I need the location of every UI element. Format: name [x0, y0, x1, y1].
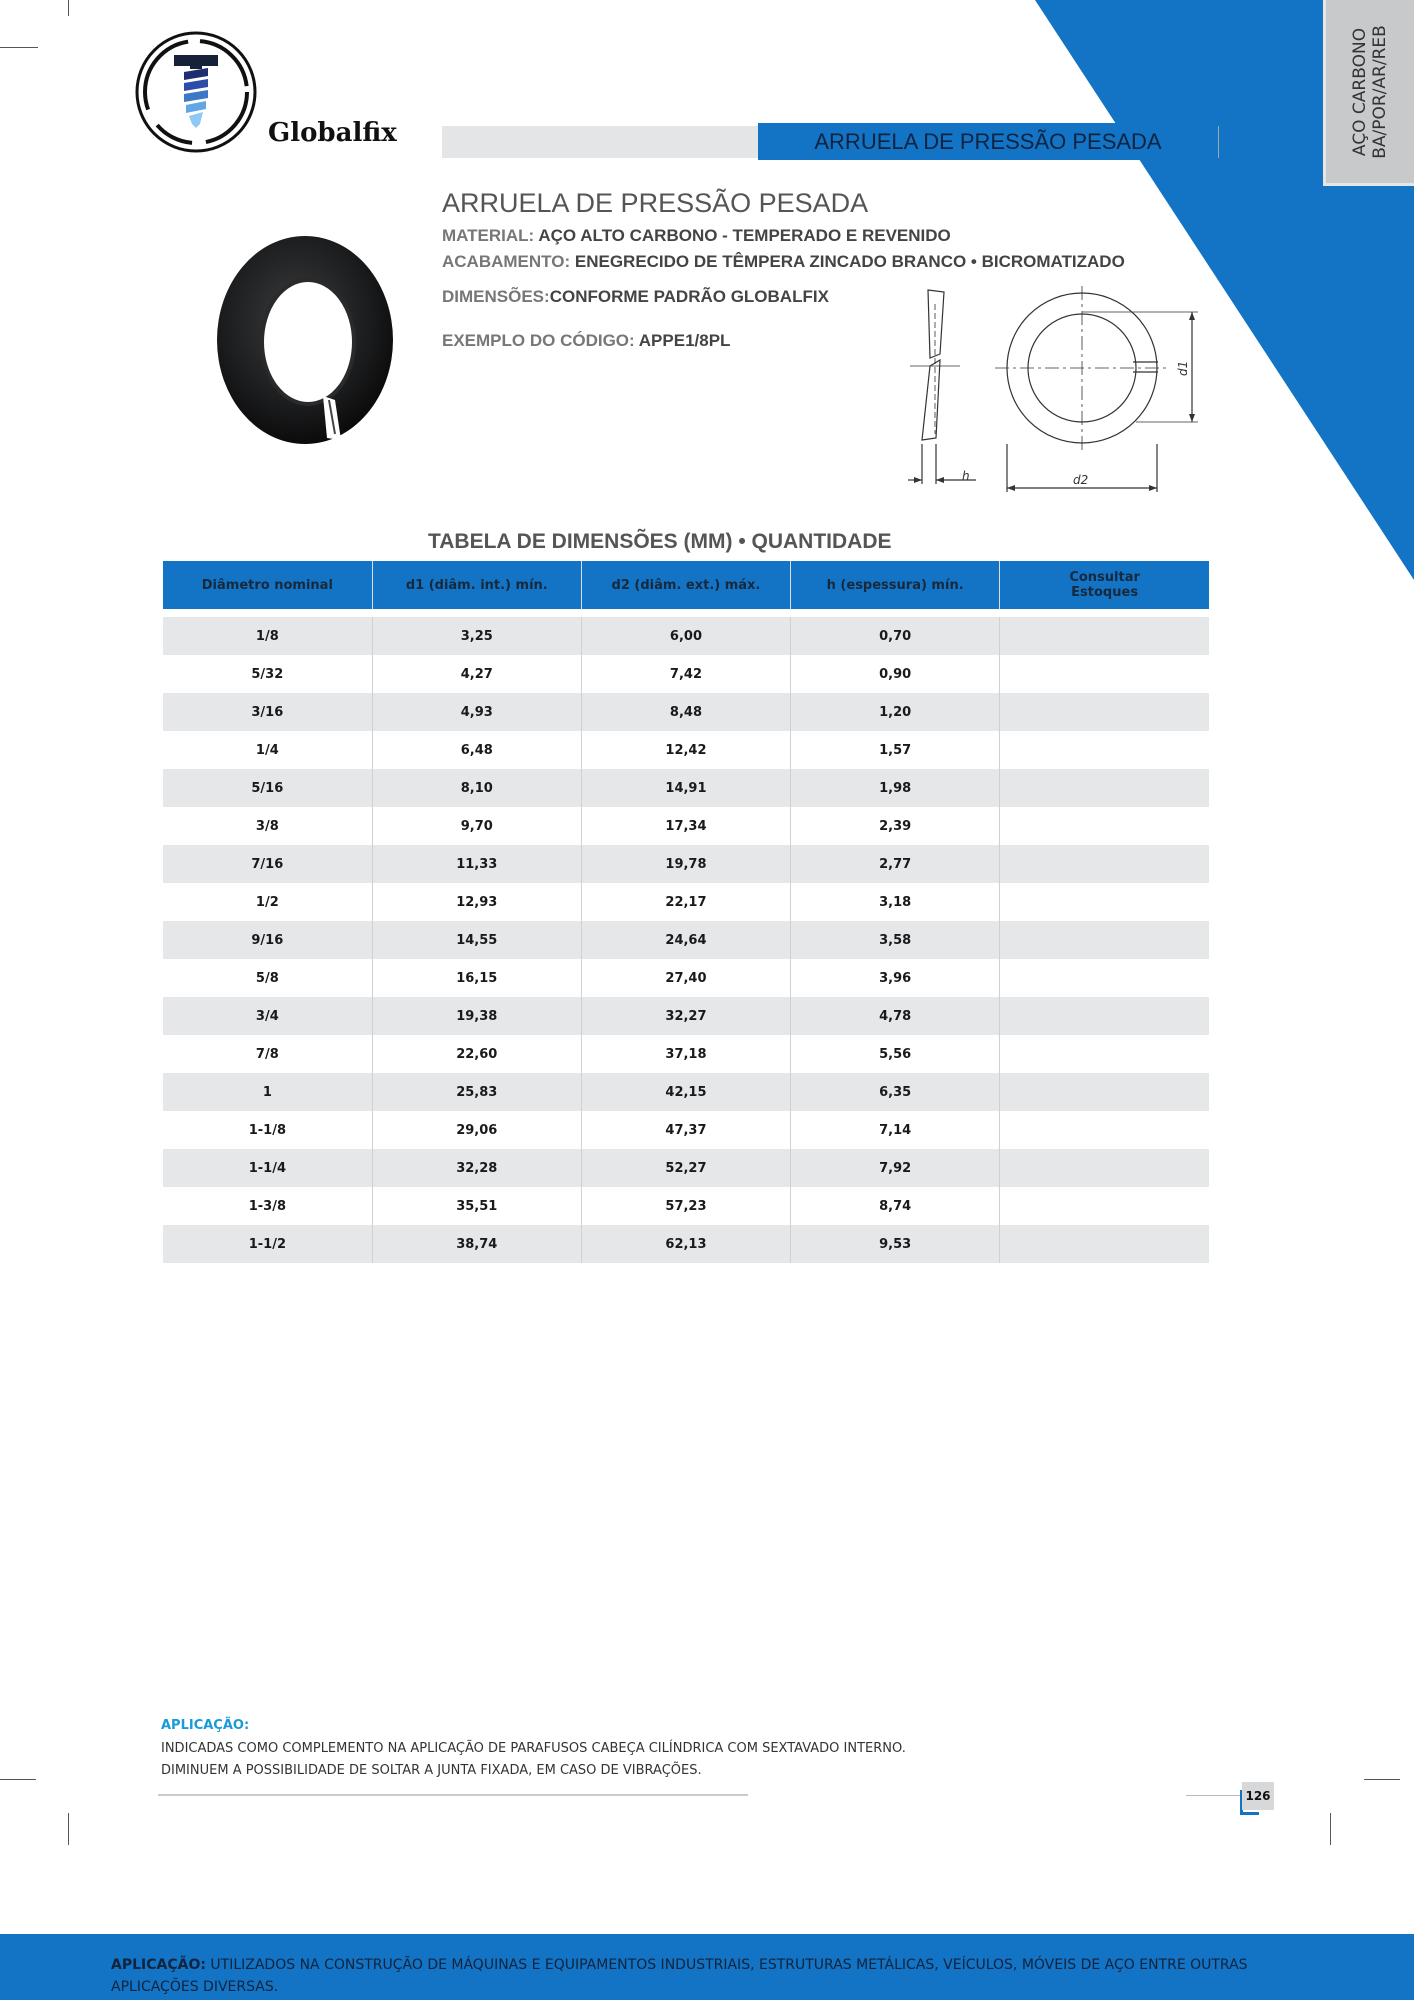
cell-d2: 27,40 [581, 959, 790, 997]
cell-h: 1,20 [791, 693, 1000, 731]
page-number: 126 [1242, 1782, 1274, 1810]
table-row [163, 845, 1209, 883]
cell-h: 9,53 [791, 1225, 1000, 1263]
product-title: ARRUELA DE PRESSÃO PESADA [442, 188, 869, 218]
dimensions-line [442, 287, 829, 307]
cell-h: 7,92 [791, 1149, 1000, 1187]
cell-stock [1000, 1035, 1209, 1073]
h-dimension-label: h [962, 469, 970, 483]
col-stock-line1: Consultar [1069, 570, 1140, 585]
col-stock-line2: Estoques [1071, 585, 1139, 600]
cell-stock [1000, 807, 1209, 845]
cell-h: 5,56 [791, 1035, 1000, 1073]
crop-mark [0, 47, 38, 48]
cell-d2: 24,64 [581, 921, 790, 959]
cell-d1: 12,93 [372, 883, 581, 921]
table-row [163, 731, 1209, 769]
footer-band [0, 1934, 1414, 2000]
cell-d1: 11,33 [372, 845, 581, 883]
cell-nominal: 1-1/4 [163, 1149, 372, 1187]
cell-d1: 8,10 [372, 769, 581, 807]
cell-h: 0,90 [791, 655, 1000, 693]
header-title: ARRUELA DE PRESSÃO PESADA [758, 123, 1218, 160]
cell-d2: 57,23 [581, 1187, 790, 1225]
cell-nominal: 1-3/8 [163, 1187, 372, 1225]
cell-d1: 38,74 [372, 1225, 581, 1263]
cell-d1: 3,25 [372, 617, 581, 655]
material-label: MATERIAL: [442, 226, 535, 245]
cell-nominal: 5/32 [163, 655, 372, 693]
cell-h: 3,18 [791, 883, 1000, 921]
cell-stock [1000, 959, 1209, 997]
cell-nominal: 1/4 [163, 731, 372, 769]
cell-d2: 37,18 [581, 1035, 790, 1073]
cell-nominal: 7/8 [163, 1035, 372, 1073]
cell-d2: 22,17 [581, 883, 790, 921]
cell-nominal: 1-1/2 [163, 1225, 372, 1263]
table-row [163, 1225, 1209, 1263]
cell-nominal: 7/16 [163, 845, 372, 883]
cell-stock [1000, 883, 1209, 921]
cell-d1: 32,28 [372, 1149, 581, 1187]
cell-d2: 52,27 [581, 1149, 790, 1187]
dimensions-label: DIMENSÕES: [442, 287, 550, 306]
code-value: APPE1/8PL [638, 331, 731, 350]
cell-d2: 14,91 [581, 769, 790, 807]
cell-d2: 19,78 [581, 845, 790, 883]
cell-d2: 6,00 [581, 617, 790, 655]
cell-stock [1000, 845, 1209, 883]
dimensions-value: CONFORME PADRÃO GLOBALFIX [549, 287, 829, 306]
cell-d1: 25,83 [372, 1073, 581, 1111]
cell-d1: 14,55 [372, 921, 581, 959]
cell-h: 4,78 [791, 997, 1000, 1035]
table-row [163, 807, 1209, 845]
table-row [163, 1073, 1209, 1111]
crop-mark [68, 1813, 69, 1845]
finish-value: ENEGRECIDO DE TÊMPERA ZINCADO BRANCO • BICROMATIZADO [574, 252, 1125, 271]
footer-label: APLICAÇÃO: [111, 1957, 206, 1973]
col-nominal-diameter: Diâmetro nominal [163, 561, 372, 609]
cell-d1: 29,06 [372, 1111, 581, 1149]
cell-d2: 17,34 [581, 807, 790, 845]
footer-text [111, 1954, 1281, 1998]
header-gray-bar [442, 126, 758, 158]
table-title: TABELA DE DIMENSÕES (MM) • QUANTIDADE [428, 530, 892, 553]
table-row [163, 883, 1209, 921]
table-row [163, 1035, 1209, 1073]
table-row [163, 997, 1209, 1035]
cell-nominal: 9/16 [163, 921, 372, 959]
footer-body: UTILIZADOS NA CONSTRUÇÃO DE MÁQUINAS E EQUIPAMENTOS INDUSTRIAIS, ESTRUTURAS METÁLICAS, VEÍCULOS, MÓVEIS DE AÇO ENTRE OUTRAS APLICAÇÕES DIVERSAS. [111, 1957, 1248, 1995]
cell-stock [1000, 655, 1209, 693]
category-side-tab[interactable] [1323, 0, 1414, 186]
table-row [163, 655, 1209, 693]
cell-stock [1000, 769, 1209, 807]
d2-dimension-label: d2 [1073, 473, 1089, 487]
cell-d1: 19,38 [372, 997, 581, 1035]
cell-h: 6,35 [791, 1073, 1000, 1111]
col-d2: d2 (diâm. ext.) máx. [581, 561, 790, 609]
finish-line [442, 252, 1125, 272]
cell-h: 8,74 [791, 1187, 1000, 1225]
table-row [163, 959, 1209, 997]
cell-nominal: 1/2 [163, 883, 372, 921]
d1-dimension-label: d1 [1176, 360, 1190, 376]
table-row [163, 921, 1209, 959]
cell-d2: 12,42 [581, 731, 790, 769]
cell-d1: 4,27 [372, 655, 581, 693]
cell-stock [1000, 731, 1209, 769]
cell-h: 1,98 [791, 769, 1000, 807]
cell-stock [1000, 1225, 1209, 1263]
table-row [163, 1187, 1209, 1225]
table-row [163, 1111, 1209, 1149]
dimensions-table [163, 561, 1209, 1263]
crop-mark [0, 1779, 36, 1780]
cell-h: 2,77 [791, 845, 1000, 883]
page-number-rule [1186, 1795, 1240, 1796]
cell-d2: 7,42 [581, 655, 790, 693]
cell-d1: 35,51 [372, 1187, 581, 1225]
cell-d2: 32,27 [581, 997, 790, 1035]
cell-d2: 62,13 [581, 1225, 790, 1263]
cell-h: 3,96 [791, 959, 1000, 997]
cell-stock [1000, 921, 1209, 959]
cell-nominal: 5/16 [163, 769, 372, 807]
cell-d1: 6,48 [372, 731, 581, 769]
code-line [442, 331, 730, 351]
material-line [442, 226, 951, 246]
cell-d1: 16,15 [372, 959, 581, 997]
technical-drawing [900, 284, 1206, 498]
cell-stock [1000, 617, 1209, 655]
crop-mark [68, 0, 69, 16]
material-value: AÇO ALTO CARBONO - TEMPERADO E REVENIDO [538, 226, 951, 245]
table-row [163, 769, 1209, 807]
application-line-1: INDICADAS COMO COMPLEMENTO NA APLICAÇÃO DE PARAFUSOS CABEÇA CILÍNDRICA COM SEXTAVADO INTERNO. [161, 1741, 906, 1756]
col-d1: d1 (diâm. int.) mín. [372, 561, 581, 609]
washer-photo [205, 228, 405, 458]
table-header-row [163, 561, 1209, 609]
application-line-2: DIMINUEM A POSSIBILIDADE DE SOLTAR A JUNTA FIXADA, EM CASO DE VIBRAÇÕES. [161, 1763, 702, 1778]
cell-d1: 22,60 [372, 1035, 581, 1073]
finish-label: ACABAMENTO: [442, 252, 571, 271]
category-side-tab-text: AÇO CARBONO BA/POR/AR/REB [1350, 24, 1390, 159]
cell-h: 7,14 [791, 1111, 1000, 1149]
crop-mark [1330, 1813, 1331, 1845]
cell-stock [1000, 1111, 1209, 1149]
cell-d2: 47,37 [581, 1111, 790, 1149]
cell-stock [1000, 1149, 1209, 1187]
table-row [163, 617, 1209, 655]
cell-nominal: 3/8 [163, 807, 372, 845]
crop-mark [1364, 1779, 1400, 1780]
cell-nominal: 5/8 [163, 959, 372, 997]
col-stock [1000, 561, 1209, 609]
cell-d1: 4,93 [372, 693, 581, 731]
globalfix-logo-icon [134, 30, 258, 154]
cell-nominal: 3/4 [163, 997, 372, 1035]
cell-d1: 9,70 [372, 807, 581, 845]
application-label: APLICAÇÃO: [161, 1718, 250, 1733]
cell-h: 2,39 [791, 807, 1000, 845]
cell-h: 3,58 [791, 921, 1000, 959]
cell-stock [1000, 1073, 1209, 1111]
cell-stock [1000, 997, 1209, 1035]
header-divider [1218, 126, 1219, 158]
cell-h: 0,70 [791, 617, 1000, 655]
cell-nominal: 1/8 [163, 617, 372, 655]
application-divider [158, 1794, 748, 1796]
brand-name: Globalfix [268, 118, 397, 148]
cell-h: 1,57 [791, 731, 1000, 769]
table-row [163, 693, 1209, 731]
cell-d2: 8,48 [581, 693, 790, 731]
cell-d2: 42,15 [581, 1073, 790, 1111]
cell-nominal: 3/16 [163, 693, 372, 731]
cell-stock [1000, 693, 1209, 731]
table-body [163, 609, 1209, 1263]
cell-stock [1000, 1187, 1209, 1225]
col-h: h (espessura) mín. [791, 561, 1000, 609]
cell-nominal: 1 [163, 1073, 372, 1111]
code-label: EXEMPLO DO CÓDIGO: [442, 331, 635, 350]
cell-nominal: 1-1/8 [163, 1111, 372, 1149]
table-row [163, 1149, 1209, 1187]
